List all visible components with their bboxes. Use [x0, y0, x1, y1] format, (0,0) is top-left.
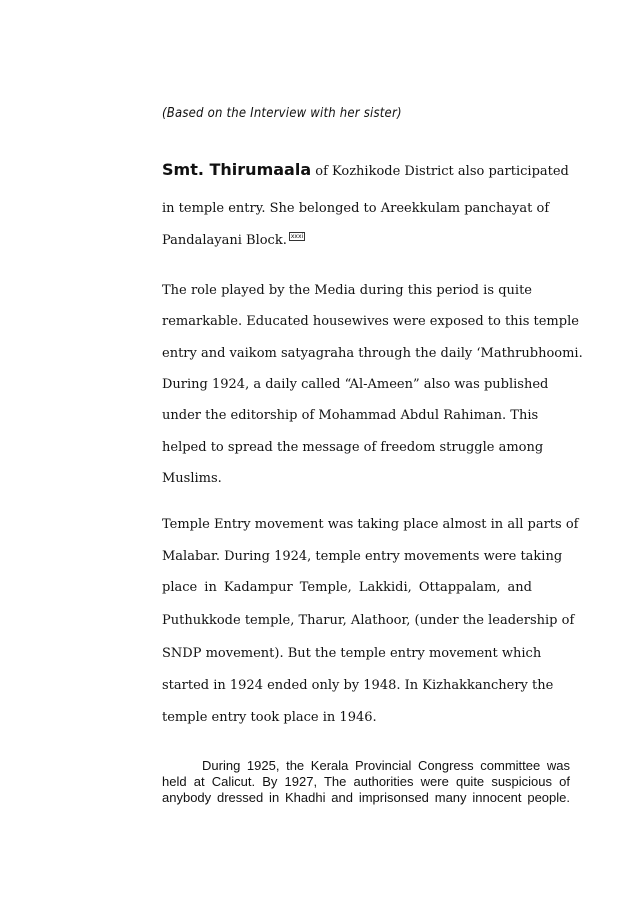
- interview-source-note: (Based on the Interview with her sister): [162, 106, 402, 121]
- para2-line: Muslims.: [162, 471, 222, 486]
- para1-line3: [162, 232, 532, 248]
- para3-line: Temple Entry movement was taking place almost in all parts of: [162, 517, 579, 532]
- para1-line3-text: Pandalayani Block.: [162, 233, 287, 248]
- para2-line: under the editorship of Mohammad Abdul Rahiman. This: [162, 408, 539, 423]
- para2-line: helped to spread the message of freedom struggle among: [162, 440, 544, 455]
- para2-line: During 1924, a daily called “Al-Ameen” also was published: [162, 377, 549, 392]
- para4-line: held at Calicut. By 1927, The authorities were quite suspicious of: [162, 774, 570, 789]
- para3-line: temple entry took place in 1946.: [162, 710, 377, 725]
- para3-line: place in Kadampur Temple, Lakkidi, Ottappalam, and: [162, 580, 532, 595]
- para2-line: entry and vaikom satyagraha through the daily ‘Mathrubhoomi.: [162, 346, 583, 361]
- para3-line: Puthukkode temple, Tharur, Alathoor, (under the leadership of: [162, 613, 575, 628]
- para3-line: SNDP movement). But the temple entry movement which: [162, 646, 542, 661]
- para2-line: The role played by the Media during this period is quite: [162, 283, 532, 298]
- para3-line: Malabar. During 1924, temple entry movements were taking: [162, 549, 563, 564]
- para4-line: anybody dressed in Khadhi and imprisonsed many innocent people.: [162, 790, 570, 805]
- para1-line2: in temple entry. She belonged to Areekkulam panchayat of: [162, 201, 550, 216]
- footnote-reference-mark: xxxi: [290, 233, 304, 240]
- para1-line1: [162, 160, 569, 179]
- para4-block: [162, 758, 570, 806]
- person-name: Smt. Thirumaala: [162, 160, 312, 179]
- para1-line1-rest: of Kozhikode District also participated: [311, 164, 569, 179]
- para4-line: During 1925, the Kerala Provincial Congress committee was: [202, 758, 570, 773]
- para3-line: started in 1924 ended only by 1948. In Kizhakkanchery the: [162, 678, 554, 693]
- para2-line: remarkable. Educated housewives were exposed to this temple: [162, 314, 579, 329]
